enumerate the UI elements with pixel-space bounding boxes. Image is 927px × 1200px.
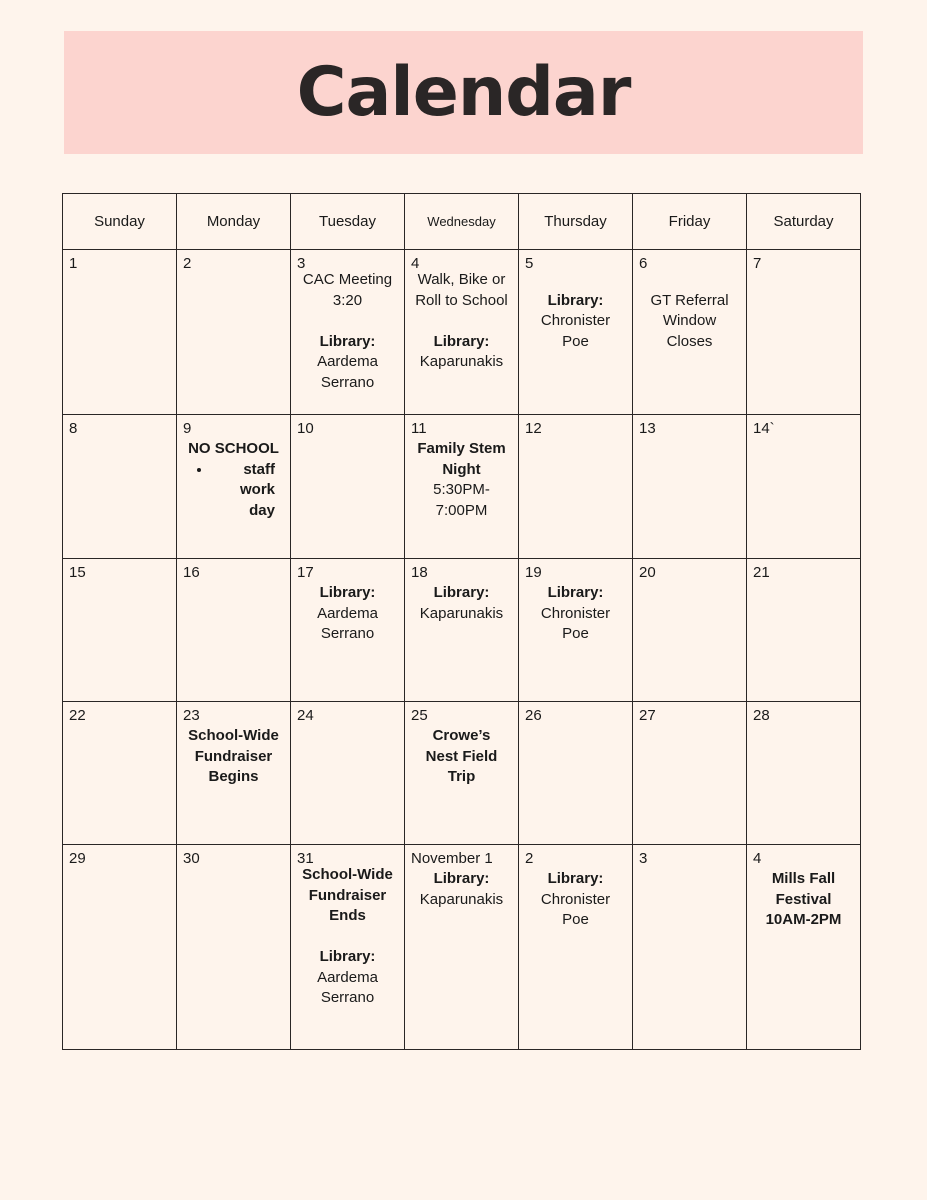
day-number: 13 xyxy=(639,420,656,437)
event-heading: NO SCHOOL xyxy=(188,440,279,457)
day-events xyxy=(519,583,632,645)
day-number: 24 xyxy=(297,707,314,724)
weekday-thursday: Thursday xyxy=(519,194,633,250)
day-number: 11 xyxy=(411,420,427,437)
library-name: Poe xyxy=(562,625,589,642)
event-time: 5:30PM- xyxy=(433,481,490,498)
day-cell xyxy=(519,702,633,845)
day-cell xyxy=(747,845,861,1050)
library-label: Library: xyxy=(433,332,490,350)
title-banner xyxy=(64,31,863,154)
library-name: Kaparunakis xyxy=(419,890,504,908)
event-text: Walk, Bike or xyxy=(417,271,506,288)
week-row xyxy=(63,845,861,1050)
library-label: Library: xyxy=(433,584,490,601)
day-number: 2 xyxy=(183,255,192,272)
day-cell xyxy=(177,559,291,702)
day-number: 18 xyxy=(411,564,428,581)
library-name: Kaparunakis xyxy=(419,353,504,370)
library-label: Library: xyxy=(319,948,376,965)
day-cell xyxy=(177,415,291,559)
library-name: Serrano xyxy=(320,989,375,1006)
weekday-tuesday: Tuesday xyxy=(291,194,405,250)
weekday-header-row xyxy=(63,194,861,250)
event-title: Festival xyxy=(775,890,832,908)
day-cell xyxy=(291,415,405,559)
day-events xyxy=(405,583,518,624)
weekday-wednesday: Wednesday xyxy=(405,194,519,250)
day-number: 16 xyxy=(183,564,200,581)
day-cell xyxy=(633,845,747,1050)
event-text: Closes xyxy=(666,332,713,350)
weekday-sunday: Sunday xyxy=(63,194,177,250)
day-cell xyxy=(291,250,405,415)
day-cell xyxy=(63,702,177,845)
day-cell xyxy=(747,415,861,559)
library-name: Chronister xyxy=(540,604,611,622)
day-cell xyxy=(63,250,177,415)
day-events xyxy=(291,865,404,1009)
day-cell xyxy=(291,702,405,845)
day-number: 20 xyxy=(639,564,656,581)
day-number: 10 xyxy=(297,420,314,437)
day-cell xyxy=(519,559,633,702)
event-title: Begins xyxy=(208,768,259,785)
day-cell xyxy=(63,415,177,559)
day-cell xyxy=(63,559,177,702)
day-events xyxy=(291,270,404,393)
day-events xyxy=(177,439,290,521)
library-name: Aardema xyxy=(317,353,378,370)
week-row xyxy=(63,250,861,415)
week-row xyxy=(63,702,861,845)
day-events xyxy=(519,270,632,352)
day-events xyxy=(405,869,518,910)
library-name: Poe xyxy=(562,911,589,928)
day-cell xyxy=(519,250,633,415)
day-number: 2 xyxy=(525,850,534,867)
day-number: 31 xyxy=(297,850,314,867)
event-title: Nest Field xyxy=(425,747,498,765)
event-time: 7:00PM xyxy=(435,501,488,519)
day-events xyxy=(519,869,632,931)
day-cell xyxy=(633,702,747,845)
day-number: 6 xyxy=(639,255,648,272)
event-text: Window xyxy=(662,312,717,329)
library-label: Library: xyxy=(547,291,604,309)
event-title: School-Wide xyxy=(188,727,279,744)
day-cell xyxy=(291,559,405,702)
library-name: Chronister xyxy=(540,890,611,908)
day-number: 1 xyxy=(69,255,78,272)
library-label: Library: xyxy=(547,870,604,887)
day-cell xyxy=(633,415,747,559)
library-name: Aardema xyxy=(317,604,378,622)
event-text: Roll to School xyxy=(415,291,508,309)
day-cell xyxy=(291,845,405,1050)
day-number: 28 xyxy=(753,707,770,724)
library-label: Library: xyxy=(547,584,604,601)
event-title: Crowe’s xyxy=(432,727,491,744)
day-number: 29 xyxy=(69,850,86,867)
event-title: Fundraiser xyxy=(308,886,387,904)
day-number: 3 xyxy=(297,255,306,272)
day-cell xyxy=(747,250,861,415)
day-events xyxy=(291,583,404,645)
library-name: Poe xyxy=(562,332,589,350)
day-cell xyxy=(633,250,747,415)
event-title: Fundraiser xyxy=(194,747,273,765)
week-row xyxy=(63,559,861,702)
day-cell xyxy=(177,250,291,415)
weekday-friday: Friday xyxy=(633,194,747,250)
event-title: Mills Fall xyxy=(771,870,836,887)
day-events xyxy=(405,270,518,373)
event-title: Family Stem xyxy=(417,440,506,457)
event-title: 10AM-2PM xyxy=(765,911,842,928)
day-number: November 1 xyxy=(411,850,493,867)
day-cell xyxy=(405,559,519,702)
day-cell xyxy=(405,845,519,1050)
library-label: Library: xyxy=(433,870,490,887)
day-number: 25 xyxy=(411,707,428,724)
day-events xyxy=(177,726,290,788)
day-cell xyxy=(747,559,861,702)
day-number: 9 xyxy=(183,420,192,437)
day-cell xyxy=(519,845,633,1050)
library-name: Serrano xyxy=(320,625,375,642)
day-number: 14` xyxy=(753,420,775,437)
day-number: 21 xyxy=(753,564,770,581)
day-events xyxy=(633,270,746,352)
day-number: 22 xyxy=(69,707,86,724)
day-cell xyxy=(405,250,519,415)
library-label: Library: xyxy=(319,584,376,601)
page-title: Calendar xyxy=(296,53,631,132)
library-name: Kaparunakis xyxy=(419,604,504,622)
event-title: Ends xyxy=(329,907,366,924)
day-number: 27 xyxy=(639,707,656,724)
library-name: Serrano xyxy=(320,373,375,391)
library-name: Aardema xyxy=(317,968,378,986)
event-title: Night xyxy=(442,460,481,478)
day-cell xyxy=(405,415,519,559)
weekday-saturday: Saturday xyxy=(747,194,861,250)
day-number: 4 xyxy=(411,255,420,272)
day-number: 12 xyxy=(525,420,542,437)
day-number: 7 xyxy=(753,255,762,272)
day-events xyxy=(405,726,518,788)
weekday-monday: Monday xyxy=(177,194,291,250)
day-cell xyxy=(177,845,291,1050)
day-number: 26 xyxy=(525,707,542,724)
week-row xyxy=(63,415,861,559)
day-cell xyxy=(63,845,177,1050)
day-number: 19 xyxy=(525,564,542,581)
day-number: 5 xyxy=(525,255,534,272)
day-cell xyxy=(519,415,633,559)
event-bullet: • staff work day xyxy=(212,460,281,522)
event-text: 3:20 xyxy=(332,291,363,309)
day-cell xyxy=(633,559,747,702)
day-events xyxy=(405,439,518,521)
day-number: 4 xyxy=(753,850,762,867)
event-title: School-Wide xyxy=(302,866,393,883)
event-text: GT Referral xyxy=(650,291,729,309)
day-number: 17 xyxy=(297,564,314,581)
day-number: 15 xyxy=(69,564,86,581)
day-number: 23 xyxy=(183,707,200,724)
library-label: Library: xyxy=(319,332,376,350)
event-bullet-list xyxy=(180,460,287,522)
event-title: Trip xyxy=(447,768,476,785)
library-name: Chronister xyxy=(540,312,611,329)
day-number: 8 xyxy=(69,420,78,437)
day-cell xyxy=(747,702,861,845)
day-cell xyxy=(405,702,519,845)
day-events xyxy=(747,869,860,931)
calendar-grid xyxy=(62,193,861,1050)
event-text: CAC Meeting xyxy=(302,271,393,288)
day-number: 30 xyxy=(183,850,200,867)
day-cell xyxy=(177,702,291,845)
day-number: 3 xyxy=(639,850,648,867)
